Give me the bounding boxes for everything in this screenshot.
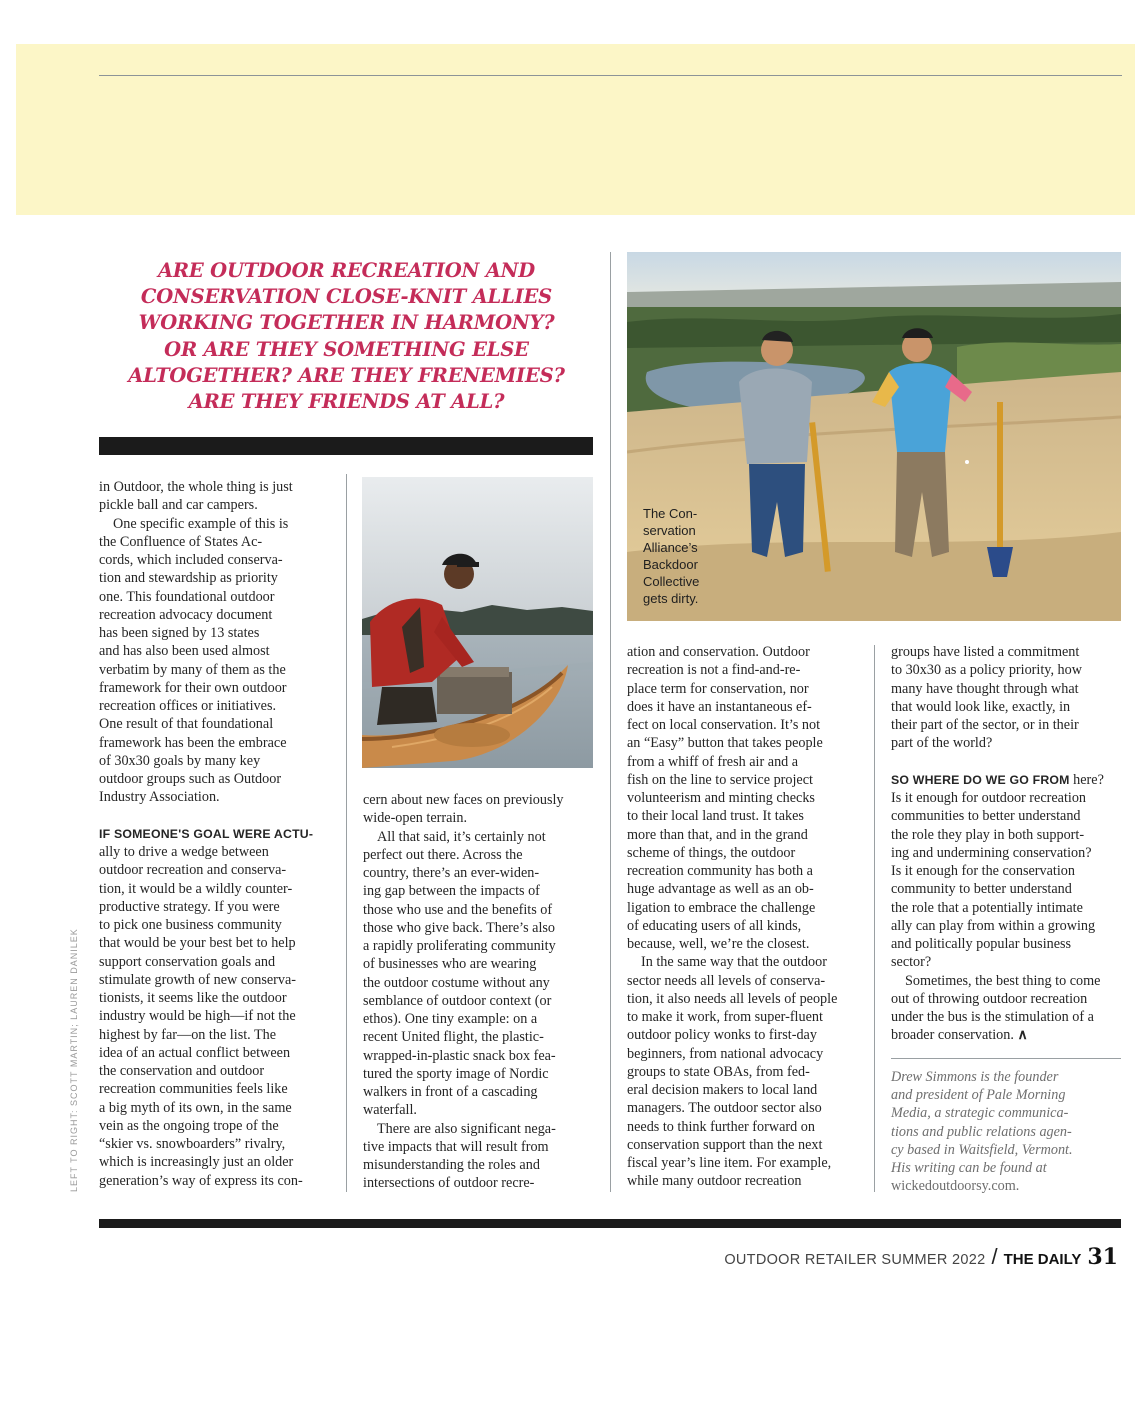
text-line: to make it work, from super-fluent: [627, 1009, 823, 1025]
text-line: a rapidly proliferating community: [363, 938, 556, 954]
col1-block-b: [99, 515, 339, 807]
text-line: in Outdoor, the whole thing is just: [99, 479, 293, 495]
text-line: tion, it would be a wildly counter-: [99, 880, 293, 897]
pull-quote-line: OR ARE THEY SOMETHING ELSE: [164, 337, 529, 361]
page-folio: [724, 1244, 1118, 1270]
col1-lead-in: IF SOMEONE'S GOAL WERE ACTU-: [99, 826, 314, 841]
text-line: Industry Association.: [99, 789, 220, 806]
text-line: There are also significant nega-: [377, 1120, 556, 1137]
text-line: highest by far—on the list. The: [99, 1026, 277, 1043]
text-line: perfect out there. Across the: [363, 846, 523, 863]
text-line: from a whiff of fresh air and a: [627, 753, 799, 770]
text-line: fiscal year’s line item. For example,: [627, 1155, 832, 1171]
col4-lead-in: SO WHERE DO WE GO FROM: [891, 772, 1070, 787]
text-line: eral decision makers to local land: [627, 1082, 818, 1098]
text-line: ally to drive a wedge between: [99, 844, 269, 860]
page-number: 31: [1087, 1244, 1118, 1270]
text-line: managers. The outdoor sector also: [627, 1100, 822, 1117]
text-line: “skier vs. snowboarders” rivalry,: [99, 1136, 286, 1152]
publication-name: OUTDOOR RETAILER SUMMER 2022: [724, 1252, 986, 1268]
text-line: which is increasingly just an older: [99, 1154, 294, 1171]
text-line: those who give back. There’s also: [363, 919, 556, 936]
text-line: Is it enough for outdoor recreation: [891, 790, 1087, 806]
text-line: huge advantage as well as an ob-: [627, 881, 814, 898]
text-line: one. This foundational outdoor: [99, 588, 275, 605]
text-line: productive strategy. If you were: [99, 898, 280, 915]
text-line: has been signed by 13 states: [99, 625, 260, 641]
text-line: and has also been used almost: [99, 643, 270, 660]
caption-line: Backdoor: [643, 557, 698, 572]
text-line: cern about new faces on previously: [363, 792, 564, 808]
photo-credit: LEFT TO RIGHT: SCOTT MARTIN; LAUREN DANILEK: [69, 928, 79, 1192]
pull-quote-line: WORKING TOGETHER IN HARMONY?: [138, 311, 555, 335]
text-line: while many outdoor recreation: [627, 1173, 802, 1190]
text-line: the Confluence of States Ac-: [99, 533, 263, 550]
text-line: tions and public relations agen-: [891, 1123, 1072, 1140]
text-line: semblance of outdoor context (or: [363, 992, 552, 1009]
text-line: outdoor groups such as Outdoor: [99, 771, 282, 787]
pull-quote-bar: [99, 437, 593, 455]
bio-url[interactable]: wickedoutdoorsy.com.: [891, 1178, 1020, 1195]
text-line: stimulate growth of new conserva-: [99, 971, 296, 988]
text-line: ethos). One tiny example: on a: [363, 1011, 538, 1027]
text-line: part of the world?: [891, 735, 993, 752]
text-line: does it have an instantaneous ef-: [627, 698, 812, 715]
text-line: groups to state OBAs, from fed-: [627, 1063, 810, 1080]
text-line: recreation offices or initiatives.: [99, 698, 277, 714]
text-line: needs to think further forward on: [627, 1118, 815, 1135]
col1-block-a: [99, 478, 339, 515]
pull-quote-line: ARE THEY FRIENDS AT ALL?: [188, 390, 505, 414]
text-line: Sometimes, the best thing to come: [905, 972, 1101, 989]
column-rule: [874, 645, 875, 1192]
text-line: those who use and the benefits of: [363, 901, 553, 918]
text-line: ing and undermining conservation?: [891, 844, 1092, 861]
text-line: ally can play from within a growing: [891, 917, 1096, 934]
text-line: generation’s way of express its con-: [99, 1172, 303, 1189]
text-line: verbatim by many of them as the: [99, 661, 286, 678]
text-line: Is it enough for the conservation: [891, 863, 1075, 879]
text-line: wrapped-in-plastic snack box fea-: [363, 1047, 556, 1064]
col3-block-b: [627, 953, 867, 1190]
text-line: recent United flight, the plastic-: [363, 1029, 544, 1046]
paragraph-gap: [891, 753, 1123, 771]
text-line: cy based in Waitsfield, Vermont.: [891, 1141, 1073, 1158]
text-line: to 30x30 as a policy priority, how: [891, 662, 1082, 679]
col1-lead-line: [99, 825, 339, 843]
section-name: THE DAILY: [1003, 1251, 1082, 1268]
text-line: wide-open terrain.: [363, 810, 467, 827]
text-line: the conservation and outdoor: [99, 1063, 265, 1079]
text-line: ation and conservation. Outdoor: [627, 644, 810, 660]
canoe-photo: [362, 477, 593, 768]
footer-bar: [99, 1219, 1121, 1228]
text-line: One result of that foundational: [99, 716, 274, 733]
text-line: tured the sporty image of Nordic: [363, 1065, 549, 1082]
text-line: tive impacts that will result from: [363, 1138, 549, 1155]
text-line: intersections of outdoor recre-: [363, 1175, 535, 1192]
text-line: pickle ball and car campers.: [99, 497, 258, 514]
text-line: the outdoor costume without any: [363, 974, 550, 991]
col2-block-c: [363, 1120, 603, 1193]
text-line: conservation support than the next: [627, 1136, 823, 1153]
text-line: fect on local conservation. It’s not: [627, 717, 821, 733]
top-banner: [16, 44, 1135, 215]
article-column-2: [363, 791, 603, 1193]
text-line: many have thought through what: [891, 680, 1079, 697]
text-line: framework has been the embrace: [99, 734, 287, 751]
text-line: under the bus is the stimulation of a: [891, 1009, 1094, 1025]
col4-block-c: [891, 972, 1123, 1027]
article-column-4: [891, 643, 1123, 1045]
caption-line: Alliance’s: [643, 540, 698, 555]
caption-line: servation: [643, 523, 696, 538]
text-line: recreation communities feels like: [99, 1081, 288, 1098]
text-line: support conservation goals and: [99, 953, 276, 970]
text-line: recreation community has both a: [627, 863, 813, 879]
col4-block-b: [891, 789, 1123, 972]
text-line: His writing can be found at: [891, 1160, 1047, 1177]
end-mark-icon: ∧: [1017, 1027, 1028, 1044]
folio-separator: /: [991, 1244, 998, 1269]
text-line: ligation to embrace the challenge: [627, 899, 816, 916]
text-line: vein as the ongoing trope of the: [99, 1117, 279, 1134]
text-line: idea of an actual conflict between: [99, 1044, 291, 1061]
caption-line: gets dirty.: [643, 591, 699, 606]
text-line: Drew Simmons is the founder: [891, 1069, 1059, 1085]
text-line: sector needs all levels of conserva-: [627, 972, 826, 989]
text-line: beginners, from national advocacy: [627, 1045, 824, 1062]
text-line: communities to better understand: [891, 808, 1081, 825]
pull-quote-line: ALTOGETHER? ARE THEY FRENEMIES?: [128, 363, 565, 387]
text-line: that would be your best bet to help: [99, 935, 296, 952]
text-line: to their local land trust. It takes: [627, 808, 804, 825]
col1-block-c: [99, 843, 339, 1190]
column-rule: [346, 474, 347, 1192]
text-line: because, well, we’re the closest.: [627, 936, 810, 952]
text-line: misunderstanding the roles and: [363, 1157, 540, 1173]
text-line: and politically popular business: [891, 936, 1072, 952]
text-line: and president of Pale Morning: [891, 1087, 1066, 1104]
text-line: fish on the line to service project: [627, 771, 813, 788]
text-line: tionists, it seems like the outdoor: [99, 990, 287, 1006]
bio-rule: [891, 1058, 1121, 1059]
text-line: industry would be high—if not the: [99, 1008, 296, 1025]
col4-last-line: [891, 1026, 1123, 1044]
author-bio: [891, 1068, 1123, 1195]
article-column-1: [99, 478, 339, 1190]
col2-block-a: [363, 791, 603, 828]
col3-block-a: [627, 643, 867, 953]
text-line: country, there’s an ever-widen-: [363, 865, 540, 881]
text-line: tion and stewardship as priority: [99, 570, 278, 587]
text-line: place term for conservation, nor: [627, 680, 809, 697]
text-line: All that said, it’s certainly not: [377, 828, 546, 845]
text-line: to pick one business community: [99, 917, 282, 933]
text-line: outdoor recreation and conserva-: [99, 862, 287, 879]
col4-last-text: broader conservation.: [891, 1027, 1014, 1044]
paragraph-gap: [99, 807, 339, 825]
text-line: groups have listed a commitment: [891, 644, 1080, 660]
text-line: scheme of things, the outdoor: [627, 844, 796, 861]
text-line: out of throwing outdoor recreation: [891, 990, 1088, 1007]
text-line: of educating users of all kinds,: [627, 917, 802, 934]
text-line: their part of the sector, or in their: [891, 717, 1079, 733]
text-line: more than that, and in the grand: [627, 826, 808, 843]
pull-quote-line: CONSERVATION CLOSE-KNIT ALLIES: [140, 285, 553, 309]
text-line: framework for their own outdoor: [99, 679, 287, 696]
text-line: ing gap between the impacts of: [363, 883, 540, 900]
text-line: volunteerism and minting checks: [627, 790, 815, 806]
canoe-photo-image: [362, 477, 593, 768]
text-line: the role that a potentially intimate: [891, 899, 1083, 916]
bio-lines: [891, 1068, 1123, 1177]
text-line: of businesses who are wearing: [363, 956, 537, 973]
caption-line: The Con-: [643, 506, 698, 521]
column-rule: [610, 252, 611, 1192]
col2-block-b: [363, 828, 603, 1120]
text-line: cords, which included conserva-: [99, 552, 283, 568]
text-line: outdoor policy wonks to first-day: [627, 1027, 817, 1044]
col4-lead-rest: here?: [1069, 771, 1104, 788]
text-line: tion, it also needs all levels of people: [627, 990, 838, 1007]
caption-line: Collective: [643, 574, 700, 589]
text-line: of 30x30 goals by many key: [99, 752, 261, 769]
text-line: the role they play in both support-: [891, 826, 1085, 843]
text-line: walkers in front of a cascading: [363, 1084, 538, 1100]
text-line: that would look like, exactly, in: [891, 698, 1071, 715]
text-line: waterfall.: [363, 1102, 417, 1119]
text-line: a big myth of its own, in the same: [99, 1099, 292, 1116]
text-line: sector?: [891, 954, 932, 971]
text-line: In the same way that the outdoor: [641, 954, 827, 971]
text-line: recreation is not a find-and-re-: [627, 662, 801, 679]
article-column-3: [627, 643, 867, 1191]
col4-block-a: [891, 643, 1123, 753]
text-line: recreation advocacy document: [99, 606, 273, 623]
text-line: community to better understand: [891, 881, 1072, 898]
text-line: an “Easy” button that takes people: [627, 735, 823, 752]
photo-caption: [643, 505, 733, 607]
banner-rule: [99, 75, 1122, 76]
pull-quote: [100, 258, 593, 415]
text-line: Media, a strategic communica-: [891, 1105, 1069, 1122]
pull-quote-line: ARE OUTDOOR RECREATION AND: [158, 259, 535, 282]
text-line: One specific example of this is: [113, 515, 289, 532]
col4-lead-line: [891, 771, 1123, 789]
